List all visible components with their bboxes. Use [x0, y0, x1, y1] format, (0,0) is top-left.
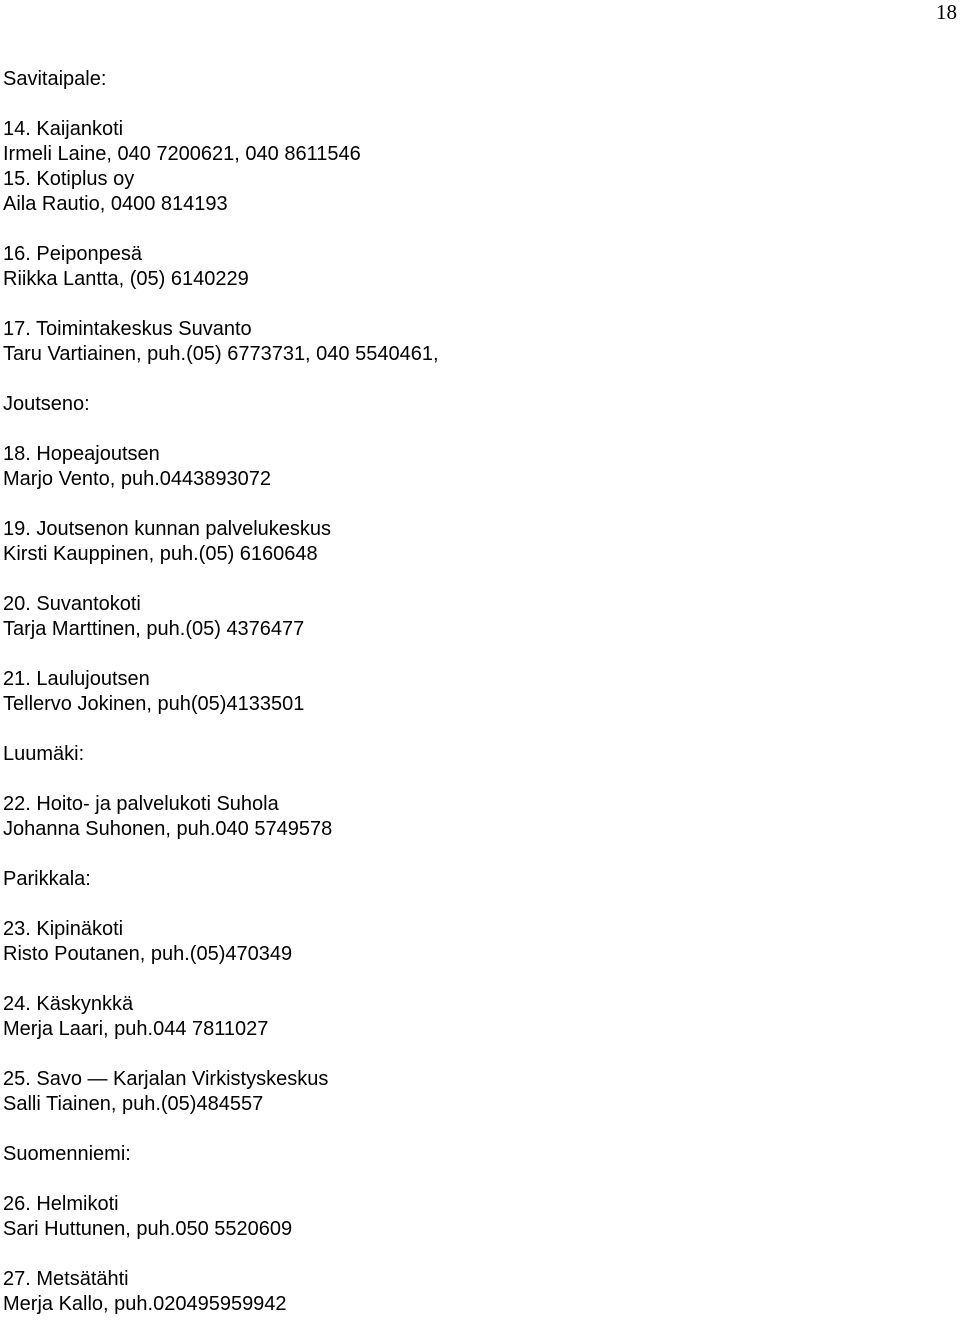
entry-contact: Tarja Marttinen, puh.(05) 4376477 — [3, 618, 305, 640]
entry-contact: Merja Kallo, puh.020495959942 — [3, 1293, 287, 1315]
entry-name: 17. Toimintakeskus Suvanto — [3, 318, 252, 340]
entry-name: 22. Hoito- ja palvelukoti Suhola — [3, 793, 279, 815]
entry-contact: Taru Vartiainen, puh.(05) 6773731, 040 5540461, — [3, 343, 439, 365]
entry-name: 20. Suvantokoti — [3, 593, 141, 615]
entry-name: 15. Kotiplus oy — [3, 168, 135, 190]
entry-contact: Riikka Lantta, (05) 6140229 — [3, 268, 249, 290]
entry-name: 25. Savo — Karjalan Virkistyskeskus — [3, 1068, 329, 1090]
entry-contact: Marjo Vento, puh.0443893072 — [3, 468, 271, 490]
entry-name: 24. Käskynkkä — [3, 993, 134, 1015]
page-number: 18 — [936, 0, 957, 24]
entry-name: 19. Joutsenon kunnan palvelukeskus — [3, 518, 332, 540]
entry-contact: Sari Huttunen, puh.050 5520609 — [3, 1218, 293, 1240]
entry-name: 26. Helmikoti — [3, 1193, 119, 1215]
entry-contact: Merja Laari, puh.044 7811027 — [3, 1018, 269, 1040]
entry-name: 18. Hopeajoutsen — [3, 443, 160, 465]
entry-name: 16. Peiponpesä — [3, 243, 143, 265]
entry-name: 14. Kaijankoti — [3, 118, 124, 140]
entry-contact: Tellervo Jokinen, puh(05)4133501 — [3, 693, 305, 715]
section-heading-savitaipale: Savitaipale: — [3, 68, 107, 90]
entry-name: 21. Laulujoutsen — [3, 668, 150, 690]
entry-contact: Irmeli Laine, 040 7200621, 040 8611546 — [3, 143, 361, 165]
entry-contact: Salli Tiainen, puh.(05)484557 — [3, 1093, 264, 1115]
entry-contact: Kirsti Kauppinen, puh.(05) 6160648 — [3, 543, 318, 565]
section-heading-luumaki: Luumäki: — [3, 743, 85, 765]
entry-name: 23. Kipinäkoti — [3, 918, 124, 940]
entry-contact: Johanna Suhonen, puh.040 5749578 — [3, 818, 333, 840]
entry-contact: Risto Poutanen, puh.(05)470349 — [3, 943, 293, 965]
document-body — [3, 67, 903, 1317]
section-heading-joutseno: Joutseno: — [3, 393, 90, 415]
section-heading-parikkala: Parikkala: — [3, 868, 91, 890]
entry-name: 27. Metsätähti — [3, 1268, 129, 1290]
entry-contact: Aila Rautio, 0400 814193 — [3, 193, 228, 215]
section-heading-suomenniemi: Suomenniemi: — [3, 1143, 131, 1165]
